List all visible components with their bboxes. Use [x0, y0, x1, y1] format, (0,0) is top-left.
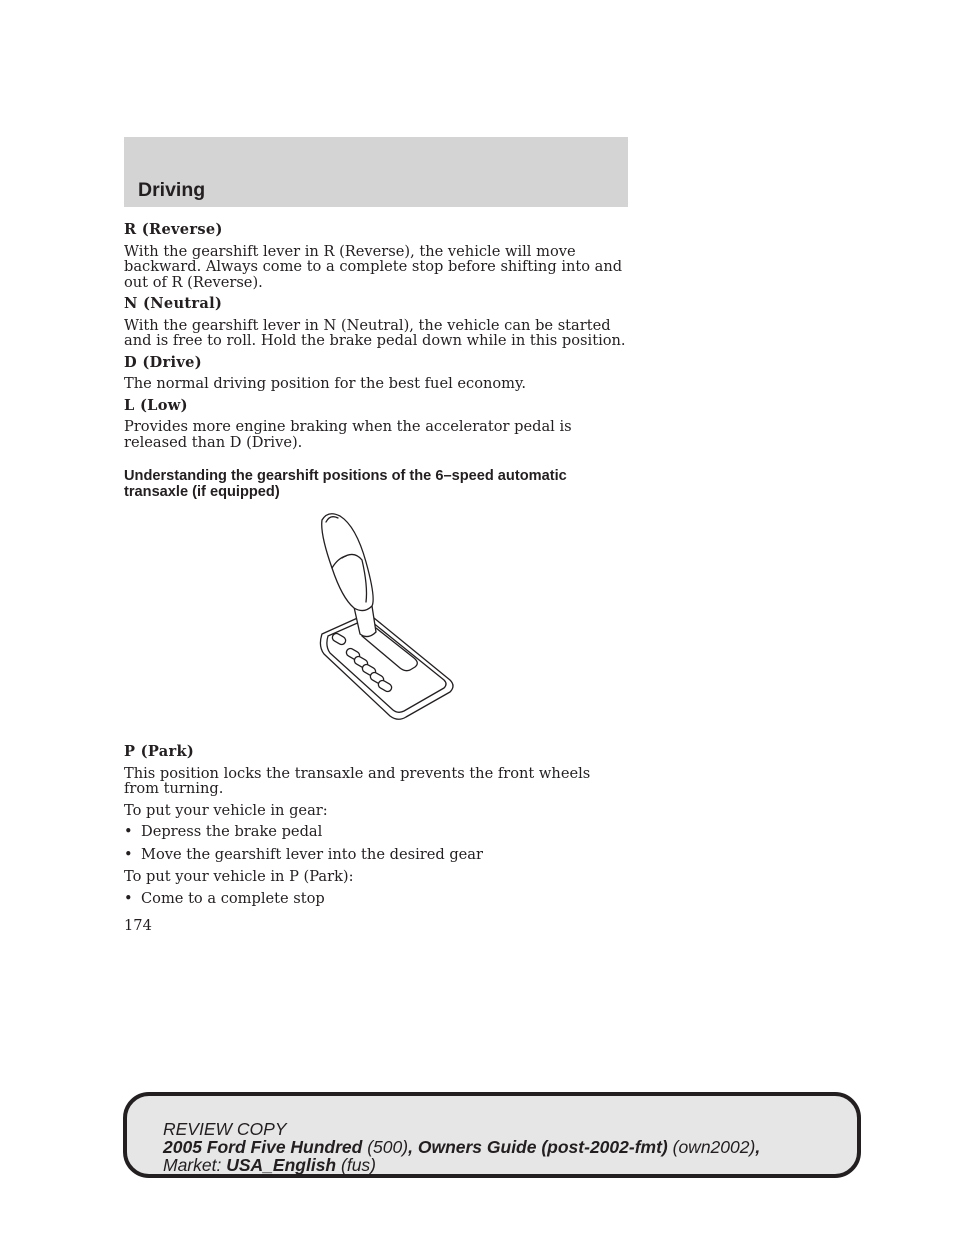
market-label: Market: — [163, 1155, 222, 1175]
guide-name: Owners Guide (post-2002-fmt) — [417, 1137, 668, 1157]
section-header-band — [124, 137, 628, 207]
page-number: 174 — [124, 917, 152, 934]
subheading: Understanding the gearshift positions of the 6–speed automatic transaxle (if equipped) — [124, 468, 567, 500]
footer-text — [163, 1120, 760, 1174]
in-gear-intro: To put your vehicle in gear: — [124, 801, 328, 819]
list-item-text: Depress the brake pedal — [141, 823, 323, 840]
section-title: Driving — [138, 179, 206, 201]
vehicle-code: (500) — [367, 1137, 409, 1157]
market-name: USA_English — [226, 1155, 337, 1175]
list-item — [124, 847, 628, 863]
list-item — [124, 824, 628, 840]
gear-term-drive: D (Drive) — [124, 353, 202, 371]
gearshift-lever-icon — [314, 512, 464, 732]
gear-text-drive: The normal driving position for the best fuel economy. — [124, 375, 526, 392]
footer-separator: , — [408, 1137, 413, 1157]
bullet-icon: • — [124, 845, 133, 863]
list-item-text: Come to a complete stop — [141, 889, 325, 907]
bullet-icon: • — [124, 889, 133, 907]
gear-text-reverse: With the gearshift lever in R (Reverse), the vehicle will move backward. Always come to a complete stop before shifting into and out of R (Reverse). — [124, 242, 623, 291]
review-copy-label: REVIEW COPY — [163, 1119, 287, 1139]
market-code: (fus) — [341, 1155, 376, 1175]
gear-text-neutral: With the gearshift lever in N (Neutral), the vehicle can be started and is free to roll. Hold the brake pedal down while in this position. — [124, 316, 626, 349]
gear-term-reverse: R (Reverse) — [124, 221, 223, 238]
page-content — [124, 222, 628, 934]
gear-term-neutral: N (Neutral) — [124, 295, 223, 312]
park-intro: To put your vehicle in P (Park): — [124, 868, 354, 885]
gear-text-park: This position locks the transaxle and prevents the front wheels from turning. — [124, 764, 591, 797]
footer-separator: , — [755, 1137, 761, 1157]
vehicle-name: 2005 Ford Five Hundred — [163, 1137, 363, 1157]
gearshift-illustration — [124, 500, 628, 744]
list-item — [124, 891, 628, 907]
gear-term-park: P (Park) — [124, 743, 195, 760]
guide-code: (own2002) — [672, 1137, 756, 1157]
list-item-text: Move the gearshift lever into the desired gear — [141, 845, 483, 863]
review-copy-footer — [123, 1092, 861, 1178]
gear-term-low: L (Low) — [124, 396, 188, 414]
gear-text-low: Provides more engine braking when the accelerator pedal is released than D (Drive). — [124, 418, 572, 451]
bullet-icon: • — [124, 823, 133, 840]
